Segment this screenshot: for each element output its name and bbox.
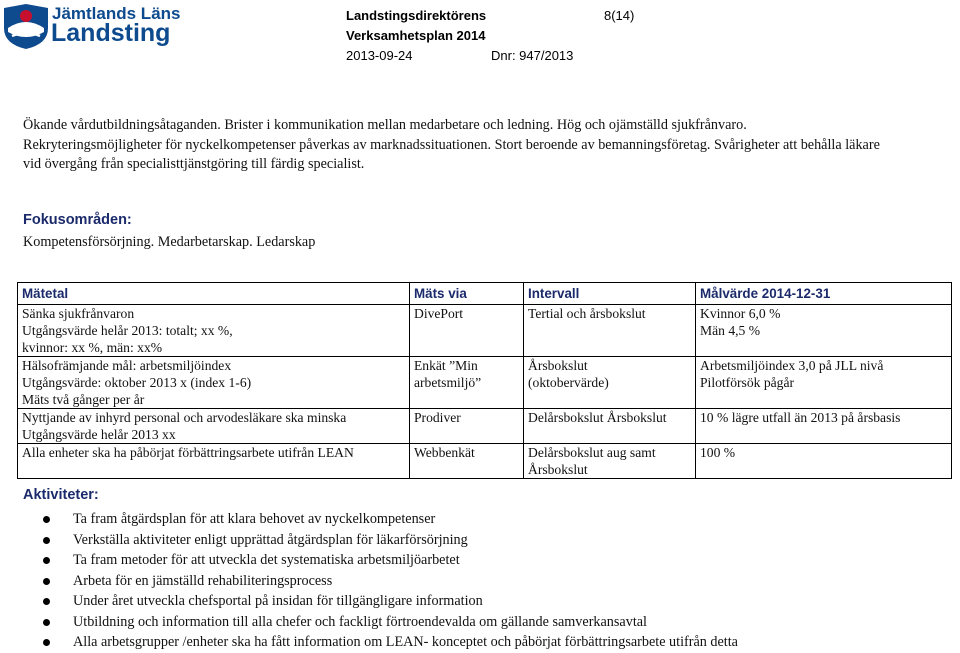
table-row	[18, 444, 952, 479]
bullet-icon	[43, 516, 50, 523]
cell-line: 100 %	[700, 445, 736, 460]
bullet-icon	[43, 537, 50, 544]
cell-line: Utgångsvärde helår 2013: totalt; xx %,	[22, 323, 233, 338]
logo-text-line2: Landsting	[51, 19, 171, 47]
cell-interval	[524, 409, 696, 444]
intro-paragraph	[23, 116, 958, 175]
focus-areas-text: Kompetensförsörjning. Medarbetarskap. Ledarskap	[23, 234, 316, 250]
document-date: 2013-09-24	[346, 48, 413, 63]
activities-heading: Aktiviteter:	[23, 487, 99, 503]
cell-line: Alla enheter ska ha påbörjat förbättringsarbete utifrån LEAN	[22, 445, 354, 460]
column-header-interval: Intervall	[524, 283, 696, 305]
focus-heading: Fokusområden:	[23, 212, 132, 228]
cell-line: (oktobervärde)	[528, 375, 609, 390]
cell-line: Årsbokslut	[528, 358, 588, 373]
list-item-text: Ta fram metoder för att utveckla det systematiska arbetsmiljöarbetet	[73, 552, 460, 568]
cell-line: Arbetsmiljöindex 3,0 på JLL nivå	[700, 358, 884, 373]
cell-interval	[524, 357, 696, 409]
bullet-icon	[43, 639, 50, 646]
cell-line: Utgångsvärde: oktober 2013 x (index 1-6)	[22, 375, 252, 390]
cell-metric	[18, 357, 410, 409]
cell-measured-via	[410, 444, 524, 479]
cell-interval	[524, 305, 696, 357]
cell-line: Delårsbokslut aug samt	[528, 445, 656, 460]
table-row	[18, 409, 952, 444]
column-header-metric: Mätetal	[18, 283, 410, 305]
cell-line: Kvinnor 6,0 %	[700, 306, 781, 321]
cell-line: DivePort	[414, 306, 464, 321]
cell-line: Mäts två gånger per år	[22, 392, 145, 407]
activities-list	[42, 509, 738, 653]
intro-line: vid övergång från specialisttjänstgöring till färdig specialist.	[23, 156, 365, 173]
list-item-text: Utbildning och information till alla chefer och fackligt förtroendevalda om gällande samverkansavtal	[73, 613, 647, 630]
cell-line: Utgångsvärde helår 2013 xx	[22, 427, 176, 442]
metrics-table	[17, 282, 952, 479]
table-row	[18, 357, 952, 409]
cell-line: Män 4,5 %	[700, 323, 761, 338]
logo-text-line1: Jämtlands Läns	[52, 4, 181, 23]
intro-line: Rekryteringsmöjligheter för nyckelkompetenser påverkas av marknadssituationen. Stort beroende av bemanningsföretag. Svårigheter att behålla läkare	[23, 136, 880, 153]
column-header-target: Målvärde 2014-12-31	[696, 283, 952, 305]
table-header-row	[18, 283, 952, 305]
list-item-text: Verkställa aktiviteter enligt upprättad åtgärdsplan för läkarförsörjning	[73, 531, 468, 548]
bullet-icon	[43, 598, 50, 605]
list-item-text: Ta fram åtgärdsplan för att klara behovet av nyckelkompetenser	[73, 511, 436, 527]
list-item	[42, 509, 738, 530]
cell-target	[696, 305, 952, 357]
cell-line: Tertial och årsbokslut	[528, 306, 646, 321]
logo	[2, 0, 181, 50]
cell-target	[696, 409, 952, 444]
list-item	[42, 591, 738, 612]
page-header	[0, 0, 960, 70]
cell-line: arbetsmiljö”	[414, 375, 482, 390]
page-number: 8(14)	[604, 8, 635, 23]
cell-line: kvinnor: xx %, män: xx%	[22, 340, 163, 355]
list-item-text: Under året utveckla chefsportal på insidan för tillgängligare information	[73, 593, 483, 609]
cell-line: Webbenkät	[414, 445, 475, 460]
cell-line: Hälsofrämjande mål: arbetsmiljöindex	[22, 358, 232, 373]
organization-name: Landstingsdirektörens	[346, 8, 487, 23]
cell-measured-via	[410, 357, 524, 409]
list-item	[42, 550, 738, 571]
cell-metric	[18, 444, 410, 479]
cell-interval	[524, 444, 696, 479]
list-item	[42, 530, 738, 551]
cell-line: Sänka sjukfrånvaron	[22, 306, 135, 321]
cell-target	[696, 444, 952, 479]
cell-line: 10 % lägre utfall än 2013 på årsbasis	[700, 410, 901, 425]
cell-metric	[18, 305, 410, 357]
list-item-text: Alla arbetsgrupper /enheter ska ha fått information om LEAN- konceptet och påbörjat förbättringsarbete utifrån detta	[73, 634, 738, 650]
document-dnr: Dnr: 947/2013	[491, 48, 574, 63]
cell-measured-via	[410, 305, 524, 357]
intro-line: Ökande vårdutbildningsåtaganden. Brister i kommunikation mellan medarbetare och ledning. Hög och ojämställd sjukfrånvaro.	[23, 117, 747, 133]
cell-line: Årsbokslut	[528, 462, 588, 477]
list-item	[42, 571, 738, 592]
cell-line: Nyttjande av inhyrd personal och arvodesläkare ska minska	[22, 410, 347, 425]
bullet-icon	[43, 557, 50, 564]
cell-measured-via	[410, 409, 524, 444]
cell-line: Prodiver	[414, 410, 461, 425]
bullet-icon	[43, 619, 50, 626]
table-row	[18, 305, 952, 357]
cell-target	[696, 357, 952, 409]
list-item	[42, 632, 738, 653]
list-item	[42, 612, 738, 633]
bullet-icon	[43, 578, 50, 585]
cell-line: Pilotförsök pågår	[700, 375, 795, 390]
cell-metric	[18, 409, 410, 444]
column-header-measured-via: Mäts via	[410, 283, 524, 305]
cell-line: Delårsbokslut Årsbokslut	[528, 410, 667, 425]
logo-emblem-icon	[2, 2, 50, 50]
document-title: Verksamhetsplan 2014	[346, 28, 486, 43]
list-item-text: Arbeta för en jämställd rehabiliteringsprocess	[73, 572, 333, 589]
cell-line: Enkät ”Min	[414, 358, 478, 373]
